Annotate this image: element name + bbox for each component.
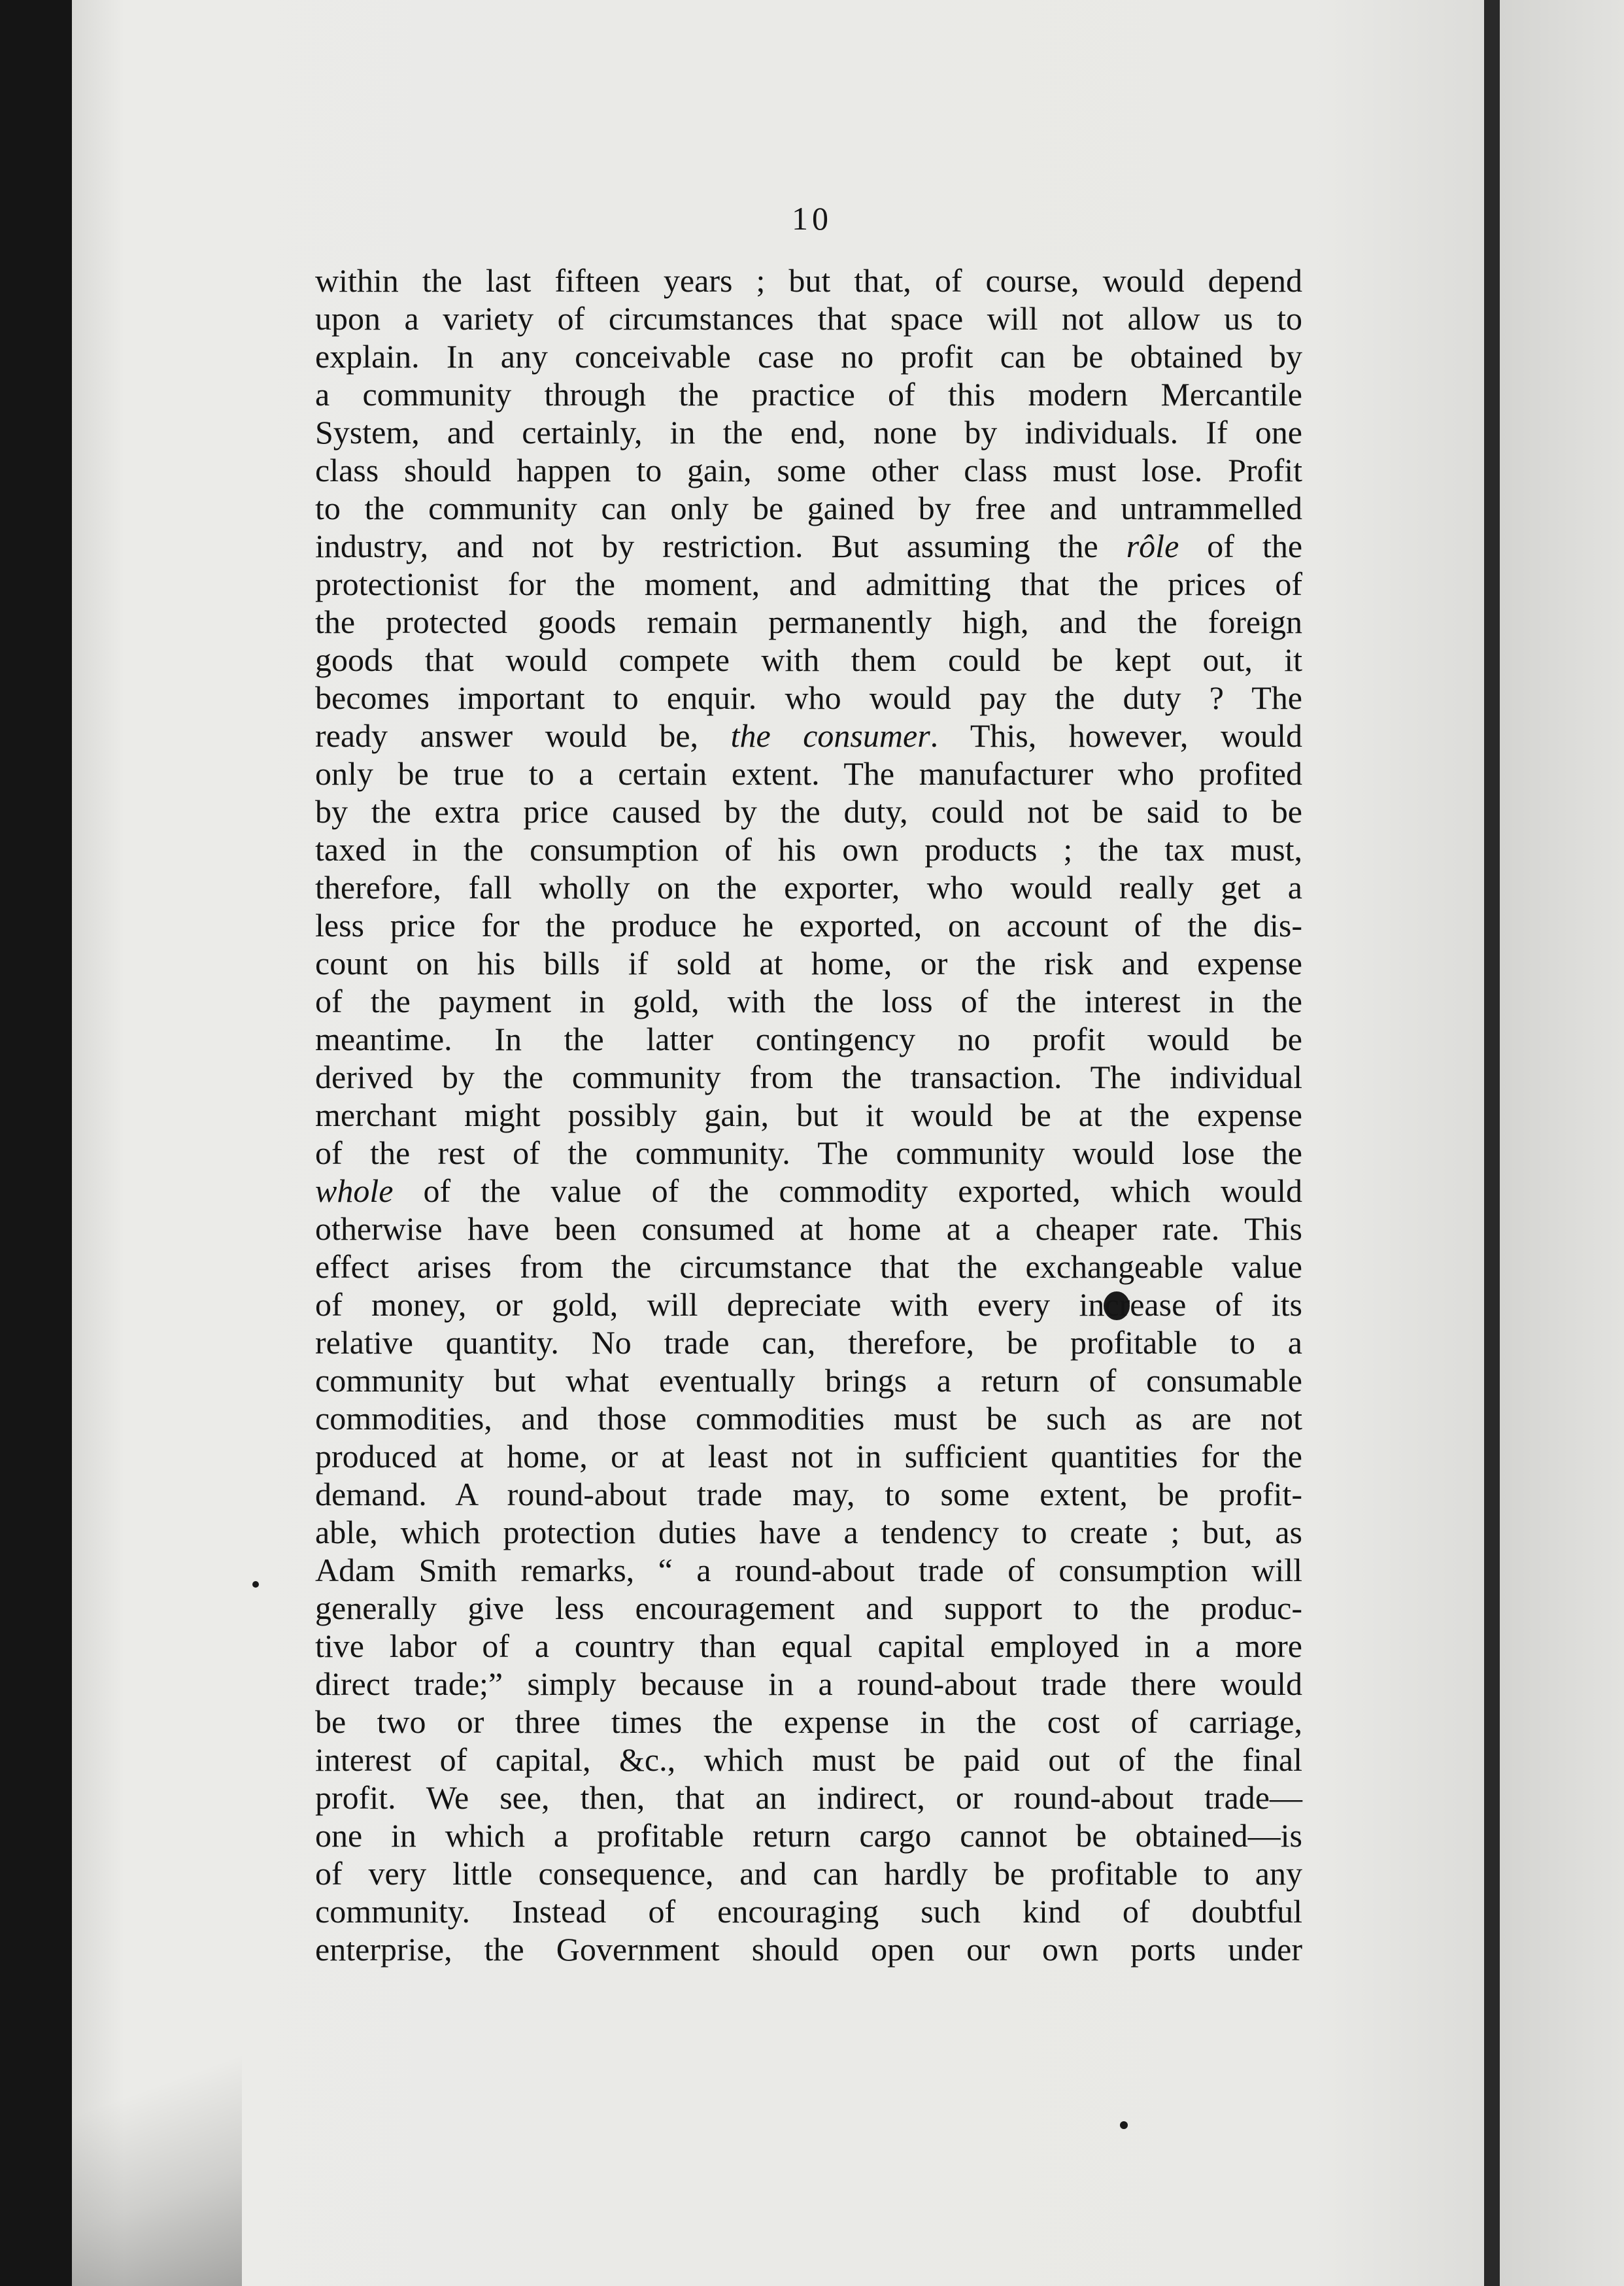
- text-line: a community through the practice of this modern Mercantile: [315, 376, 1302, 413]
- text-line: community. Instead of encouraging such kind of doubtful: [315, 1893, 1302, 1930]
- text-line: goods that would compete with them could be kept out, it: [315, 641, 1302, 678]
- text-line: industry, and not by restriction. But assuming the rôle of the: [315, 528, 1303, 564]
- text-line: tive labor of a country than equal capital employed in a more: [315, 1628, 1302, 1664]
- text-line: merchant might possibly gain, but it would be at the expense: [315, 1097, 1302, 1133]
- text-line: protectionist for the moment, and admitting that the prices of: [315, 566, 1302, 602]
- text-line: profit. We see, then, that an indirect, or round-about trade—: [315, 1779, 1302, 1816]
- text-line: commodities, and those commodities must be such as are not: [315, 1400, 1302, 1437]
- text-line: interest of capital, &c., which must be paid out of the final: [315, 1741, 1302, 1778]
- text-line: only be true to a certain extent. The manufacturer who profited: [315, 755, 1302, 792]
- text-line: one in which a profitable return cargo cannot be obtained—is: [315, 1817, 1302, 1854]
- scan-border-left: [0, 0, 72, 2286]
- text-line: the protected goods remain permanently high, and the foreign: [315, 604, 1302, 640]
- ink-dot: [252, 1581, 259, 1588]
- italic-phrase: the consumer: [730, 717, 930, 754]
- text-line: able, which protection duties have a tendency to create ; but, as: [315, 1514, 1302, 1550]
- italic-phrase: whole: [315, 1172, 394, 1209]
- text-line: upon a variety of circumstances that space will not allow us to: [315, 300, 1302, 337]
- text-line: by the extra price caused by the duty, could not be said to be: [315, 793, 1302, 830]
- text-line: explain. In any conceivable case no profit can be obtained by: [315, 338, 1302, 375]
- text-line: within the last fifteen years ; but that, of course, would depend: [315, 262, 1302, 299]
- text-line: direct trade;” simply because in a round-about trade there would: [315, 1665, 1302, 1702]
- text-line: enterprise, the Government should open our own ports under: [315, 1931, 1302, 1968]
- ink-dot: [1120, 2121, 1128, 2129]
- body-text: [315, 262, 1302, 1968]
- text-line: ready answer would be, the consumer. This, however, would: [315, 717, 1302, 754]
- text-line: Adam Smith remarks, “ a round-about trade of consumption will: [315, 1552, 1302, 1588]
- text-line: class should happen to gain, some other class must lose. Profit: [315, 452, 1302, 488]
- text-line: therefore, fall wholly on the exporter, who would really get a: [315, 869, 1302, 906]
- text-line: generally give less encouragement and support to the produc-: [315, 1590, 1302, 1626]
- text-line: whole of the value of the commodity exported, which would: [315, 1172, 1302, 1209]
- text-line: of the rest of the community. The community would lose the: [315, 1134, 1302, 1171]
- page-gutter: [1484, 0, 1500, 2286]
- text-line: taxed in the consumption of his own products ; the tax must,: [315, 831, 1302, 868]
- text-line: of the payment in gold, with the loss of the interest in the: [315, 983, 1302, 1019]
- text-line: demand. A round-about trade may, to some extent, be profit-: [315, 1476, 1302, 1512]
- italic-phrase: rôle: [1126, 528, 1179, 564]
- text-line: less price for the produce he exported, on account of the dis-: [315, 907, 1302, 944]
- page-number: 10: [792, 200, 832, 237]
- text-line: to the community can only be gained by free and untrammelled: [315, 490, 1302, 526]
- text-line: of very little consequence, and can hardly be profitable to any: [315, 1855, 1302, 1892]
- page-corner-shadow: [72, 1962, 242, 2286]
- text-line: relative quantity. No trade can, therefore, be profitable to a: [315, 1324, 1302, 1361]
- text-line: meantime. In the latter contingency no profit would be: [315, 1021, 1302, 1057]
- text-line: System, and certainly, in the end, none by individuals. If one: [315, 414, 1302, 451]
- text-line: be two or three times the expense in the cost of carriage,: [315, 1703, 1302, 1740]
- text-line: produced at home, or at least not in sufficient quantities for the: [315, 1438, 1302, 1475]
- text-line: derived by the community from the transaction. The individual: [315, 1059, 1302, 1095]
- text-line: count on his bills if sold at home, or the risk and expense: [315, 945, 1302, 981]
- text-line: community but what eventually brings a return of consumable: [315, 1362, 1302, 1399]
- text-line: otherwise have been consumed at home at a cheaper rate. This: [315, 1210, 1302, 1247]
- text-line: becomes important to enquir. who would pay the duty ? The: [315, 679, 1302, 716]
- text-line: of money, or gold, will depreciate with every increase of its: [315, 1286, 1302, 1323]
- adjacent-page-edge: [1500, 0, 1624, 2286]
- text-line: effect arises from the circumstance that the exchangeable value: [315, 1248, 1302, 1285]
